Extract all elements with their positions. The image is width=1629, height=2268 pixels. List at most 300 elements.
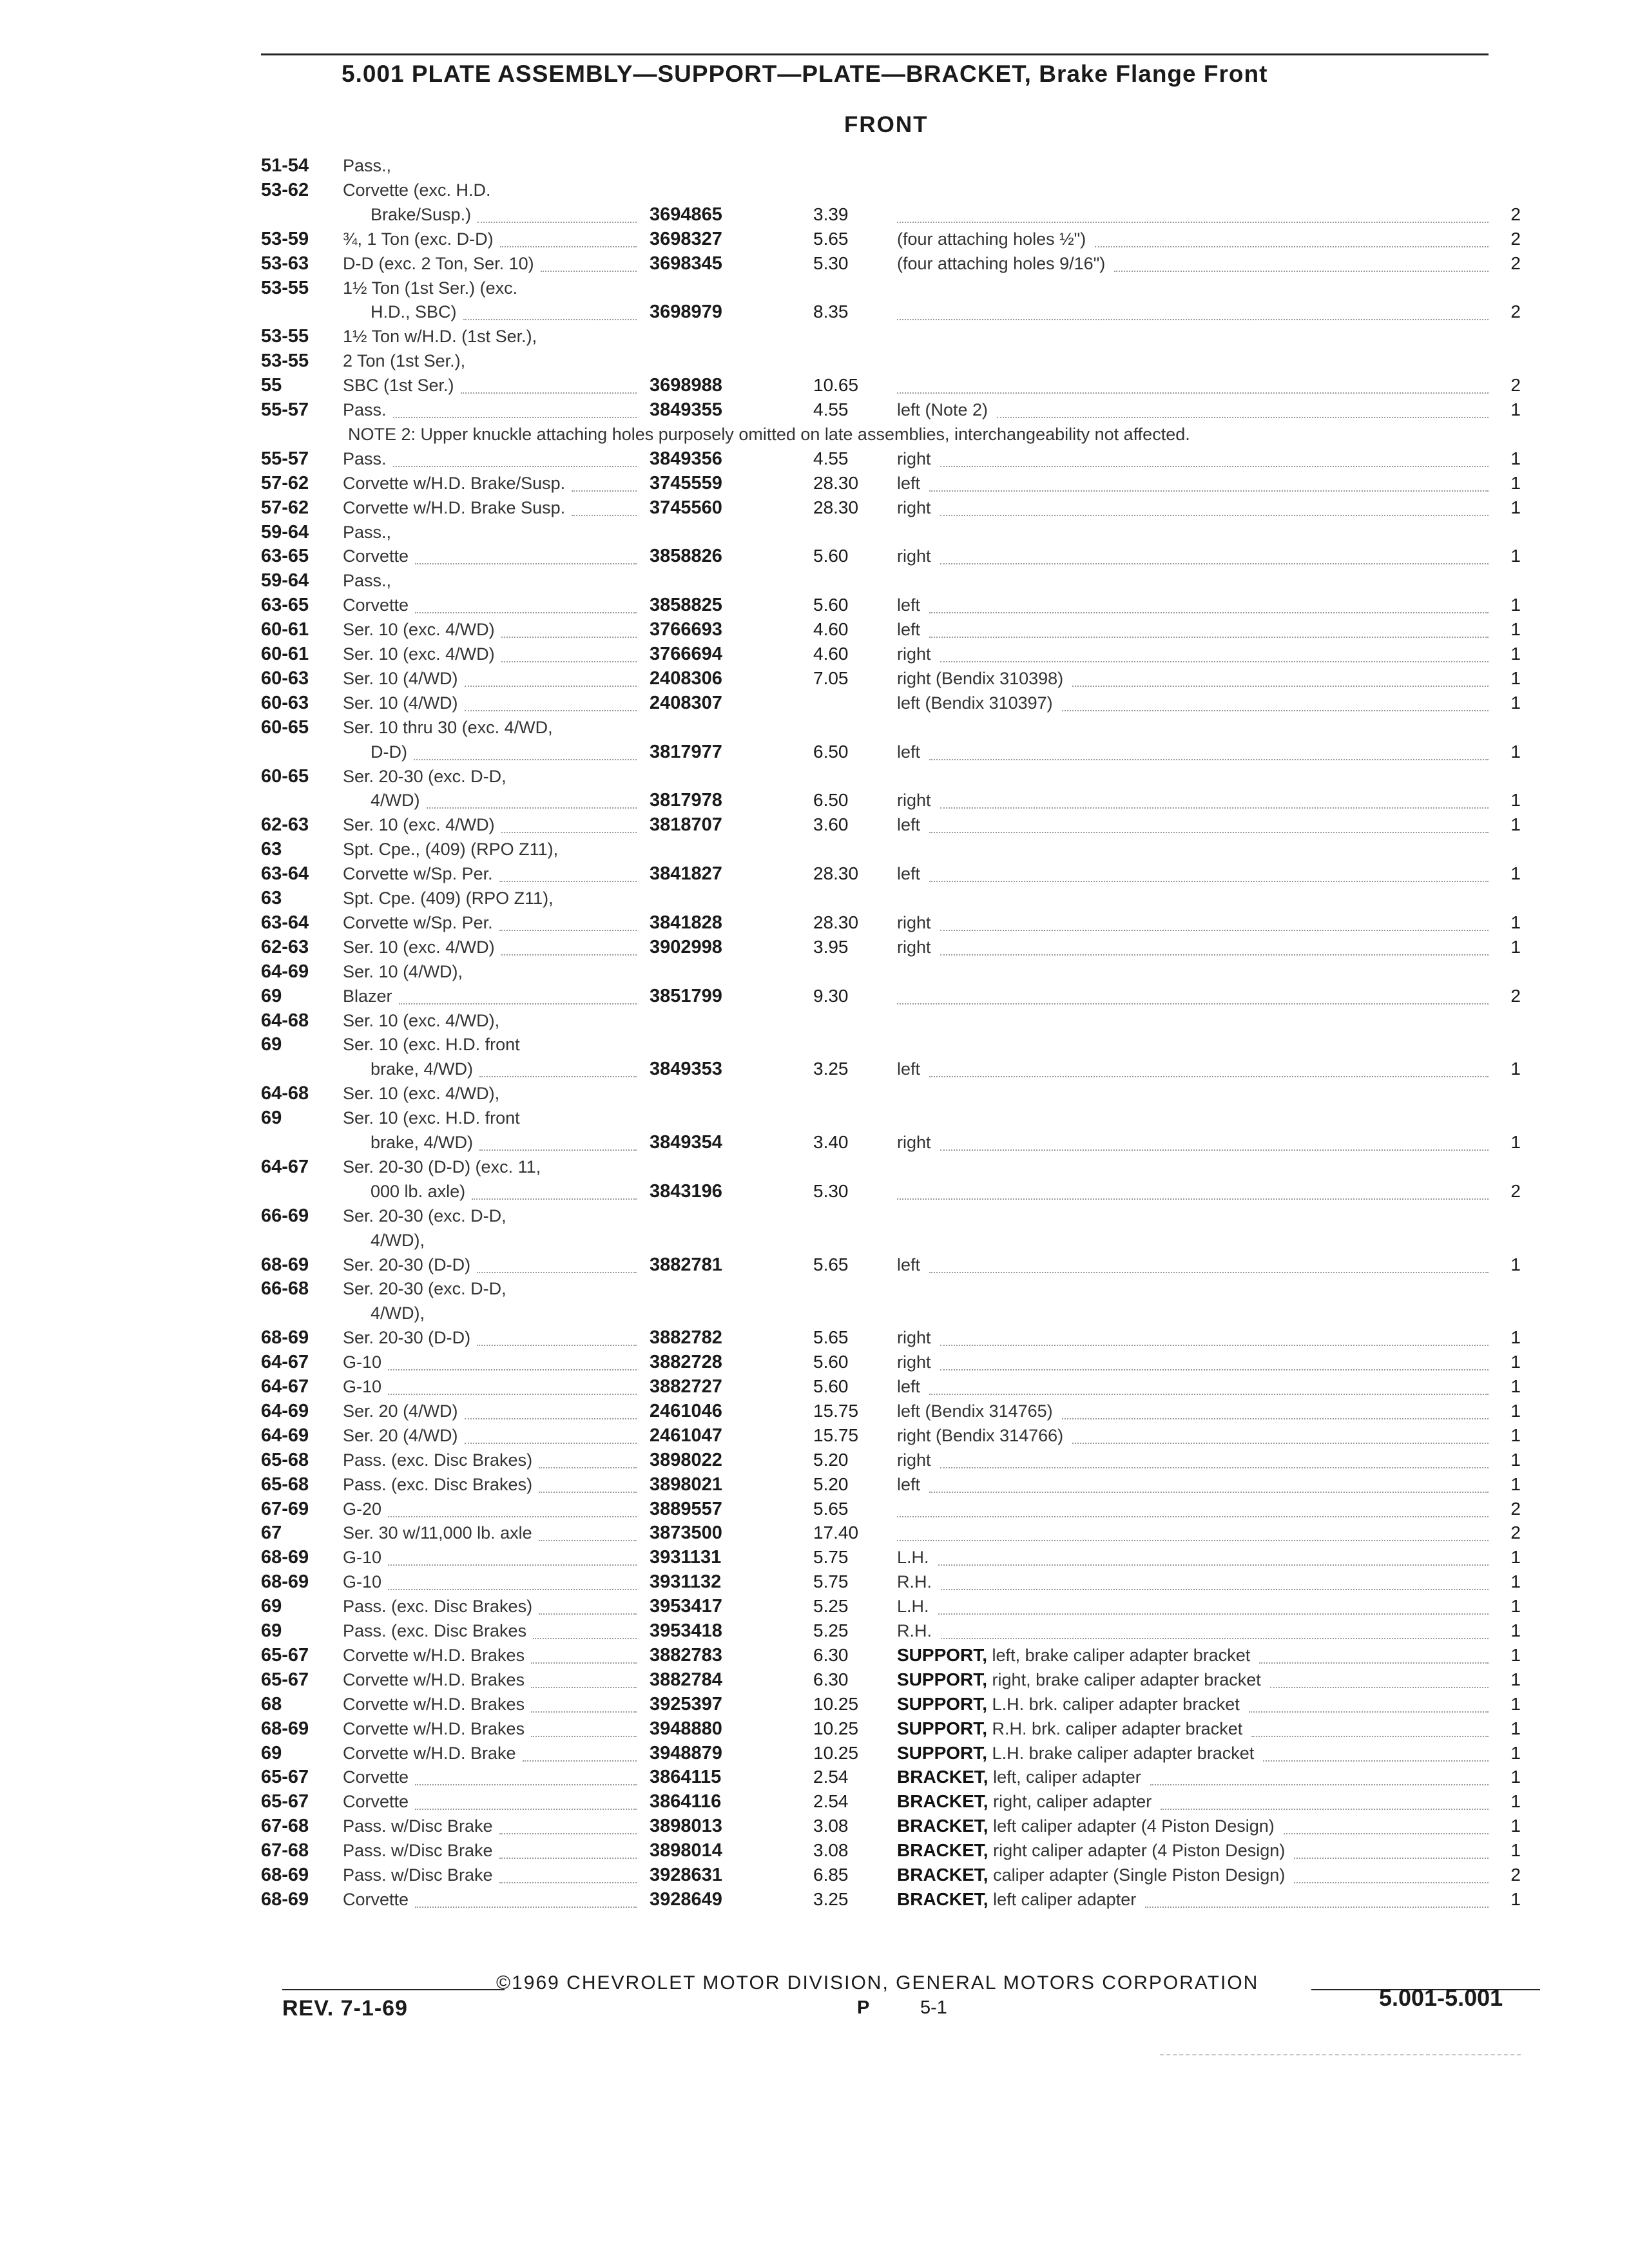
year-range: 63 bbox=[261, 839, 282, 860]
application-description: Ser. 10 (4/WD) bbox=[343, 693, 458, 713]
leader-dots bbox=[997, 416, 1489, 418]
leader-dots bbox=[415, 1905, 637, 1908]
leader-dots bbox=[929, 758, 1489, 760]
application-description: Ser. 20-30 (exc. D-D, bbox=[343, 767, 506, 786]
quantity: 1 bbox=[1510, 912, 1521, 932]
leader-dots bbox=[941, 1588, 1489, 1590]
list-price: 4.60 bbox=[813, 619, 849, 639]
list-price: 5.25 bbox=[813, 1596, 849, 1616]
part-remark bbox=[897, 1425, 1063, 1446]
quantity: 1 bbox=[1510, 742, 1521, 762]
application-description: ¾, 1 Ton (exc. D-D) bbox=[343, 229, 494, 249]
year-range: 62-63 bbox=[261, 937, 309, 957]
part-remark bbox=[897, 1815, 1275, 1837]
year-range: 67-68 bbox=[261, 1816, 309, 1836]
part-remark bbox=[897, 1571, 932, 1593]
quantity: 2 bbox=[1510, 375, 1521, 395]
leader-dots bbox=[499, 928, 637, 931]
year-range: 68-69 bbox=[261, 1571, 309, 1592]
leader-dots bbox=[938, 1612, 1489, 1615]
leader-dots bbox=[940, 953, 1489, 956]
quantity: 1 bbox=[1510, 1474, 1521, 1494]
list-price: 3.25 bbox=[813, 1059, 849, 1079]
part-remark-text: right bbox=[897, 546, 931, 566]
part-remark bbox=[897, 643, 931, 665]
quantity: 1 bbox=[1510, 937, 1521, 957]
part-remark-text: right bbox=[897, 913, 931, 932]
part-remark-text: L.H. bbox=[897, 1548, 929, 1567]
quantity: 1 bbox=[1510, 1694, 1521, 1714]
leader-dots bbox=[1270, 1686, 1489, 1688]
part-remark bbox=[897, 228, 1086, 250]
leader-dots bbox=[929, 489, 1489, 492]
leader-dots bbox=[523, 1759, 637, 1762]
leader-dots bbox=[531, 1686, 637, 1688]
list-price: 17.40 bbox=[813, 1523, 859, 1542]
list-price: 5.65 bbox=[813, 229, 849, 249]
application-description: Corvette w/Sp. Per. bbox=[343, 864, 493, 883]
part-number: 3898013 bbox=[650, 1816, 722, 1836]
list-price: 28.30 bbox=[813, 863, 859, 883]
list-price: 3.08 bbox=[813, 1840, 849, 1860]
leader-dots bbox=[1114, 269, 1489, 272]
application-description: Ser. 20 (4/WD) bbox=[343, 1426, 458, 1445]
year-range: 68 bbox=[261, 1694, 282, 1715]
part-remark bbox=[897, 863, 920, 885]
part-number: 3858825 bbox=[650, 595, 722, 615]
quantity: 1 bbox=[1510, 1547, 1521, 1567]
leader-dots bbox=[539, 1612, 637, 1615]
application-description: Pass. (exc. Disc Brakes) bbox=[343, 1450, 533, 1470]
leader-dots bbox=[1251, 1735, 1489, 1737]
part-number: 3948880 bbox=[650, 1718, 722, 1739]
part-number: 3889557 bbox=[650, 1499, 722, 1519]
application-description-cont: H.D., SBC) bbox=[371, 302, 457, 322]
list-price: 5.60 bbox=[813, 1376, 849, 1396]
part-number: 3898022 bbox=[650, 1450, 722, 1470]
quantity: 1 bbox=[1510, 497, 1521, 517]
part-remark bbox=[897, 789, 931, 811]
application-description: D-D (exc. 2 Ton, Ser. 10) bbox=[343, 254, 534, 273]
list-price: 8.35 bbox=[813, 302, 849, 322]
application-description: Ser. 20-30 (D-D) bbox=[343, 1328, 471, 1347]
part-remark-text: right bbox=[897, 644, 931, 664]
quantity: 1 bbox=[1510, 448, 1521, 468]
part-keyword: SUPPORT, bbox=[897, 1669, 988, 1689]
application-description-cont: D-D) bbox=[371, 742, 407, 762]
year-range: 67-69 bbox=[261, 1499, 309, 1519]
part-number: 3766693 bbox=[650, 619, 722, 640]
application-description: Pass. w/Disc Brake bbox=[343, 1865, 493, 1885]
part-remark bbox=[897, 936, 931, 958]
application-description: Spt. Cpe., (409) (RPO Z11), bbox=[343, 840, 559, 859]
application-description: Ser. 10 (exc. 4/WD), bbox=[343, 1084, 500, 1103]
list-price: 5.25 bbox=[813, 1620, 849, 1640]
list-price: 3.60 bbox=[813, 814, 849, 834]
leader-dots bbox=[393, 416, 637, 418]
part-remark-text: right bbox=[897, 1352, 931, 1372]
application-description: Corvette bbox=[343, 546, 409, 566]
leader-dots bbox=[897, 1197, 1489, 1200]
leader-dots bbox=[388, 1392, 637, 1395]
part-remark bbox=[897, 448, 931, 470]
list-price: 4.55 bbox=[813, 448, 849, 468]
application-description: 1½ Ton w/H.D. (1st Ser.), bbox=[343, 327, 537, 346]
part-remark-text: left bbox=[897, 815, 921, 834]
leader-dots bbox=[414, 758, 637, 760]
year-range: 64-67 bbox=[261, 1352, 309, 1372]
part-remark bbox=[897, 741, 920, 763]
application-description: Ser. 10 (4/WD), bbox=[343, 962, 463, 981]
leader-dots bbox=[1095, 245, 1489, 247]
part-keyword: SUPPORT, bbox=[897, 1743, 988, 1763]
leader-dots bbox=[929, 1075, 1489, 1077]
quantity: 1 bbox=[1510, 1401, 1521, 1421]
leader-dots bbox=[897, 1515, 1489, 1517]
year-range: 69 bbox=[261, 1108, 282, 1128]
year-range: 53-55 bbox=[261, 326, 309, 347]
leader-dots bbox=[897, 1002, 1489, 1004]
year-range: 64-68 bbox=[261, 1083, 309, 1104]
part-remark bbox=[897, 1766, 1141, 1788]
part-remark bbox=[897, 1644, 1250, 1666]
part-remark-text: R.H. bbox=[897, 1621, 932, 1640]
quantity: 1 bbox=[1510, 863, 1521, 883]
quantity: 2 bbox=[1510, 229, 1521, 249]
leader-dots bbox=[940, 1368, 1489, 1370]
part-number: 3882781 bbox=[650, 1254, 722, 1275]
application-description: G-10 bbox=[343, 1352, 382, 1372]
application-description-cont: 4/WD), bbox=[371, 1231, 425, 1250]
list-price: 15.75 bbox=[813, 1401, 859, 1421]
quantity: 1 bbox=[1510, 546, 1521, 566]
part-remark bbox=[897, 668, 1063, 689]
quantity: 2 bbox=[1510, 986, 1521, 1006]
quantity: 1 bbox=[1510, 1620, 1521, 1640]
part-remark bbox=[897, 1474, 920, 1495]
year-range: 68-69 bbox=[261, 1865, 309, 1885]
leader-dots bbox=[533, 1637, 637, 1639]
part-number: 3849356 bbox=[650, 448, 722, 469]
quantity: 2 bbox=[1510, 1523, 1521, 1542]
part-number: 3864116 bbox=[650, 1791, 722, 1812]
year-range: 64-69 bbox=[261, 961, 309, 982]
leader-dots bbox=[465, 1417, 637, 1419]
part-keyword: SUPPORT, bbox=[897, 1694, 988, 1714]
list-price: 3.25 bbox=[813, 1889, 849, 1909]
application-description: Corvette w/Sp. Per. bbox=[343, 913, 493, 932]
part-remark bbox=[897, 1669, 1261, 1691]
quantity: 1 bbox=[1510, 1669, 1521, 1689]
leader-dots bbox=[940, 1148, 1489, 1151]
leader-dots bbox=[940, 1343, 1489, 1346]
quantity: 1 bbox=[1510, 1327, 1521, 1347]
part-remark bbox=[897, 472, 920, 494]
year-range: 65-67 bbox=[261, 1669, 309, 1690]
part-number: 2461046 bbox=[650, 1401, 722, 1421]
part-remark-text: left bbox=[897, 1059, 921, 1079]
leader-dots bbox=[501, 660, 637, 662]
part-number: 3948879 bbox=[650, 1743, 722, 1763]
list-price: 15.75 bbox=[813, 1425, 859, 1445]
quantity: 1 bbox=[1510, 668, 1521, 688]
application-description-cont: 000 lb. axle) bbox=[371, 1182, 466, 1201]
part-remark-text: L.H. brake caliper adapter bracket bbox=[992, 1744, 1255, 1763]
leader-dots bbox=[465, 709, 637, 711]
quantity: 1 bbox=[1510, 1450, 1521, 1470]
year-range: 64-67 bbox=[261, 1157, 309, 1177]
list-price: 6.50 bbox=[813, 790, 849, 810]
leader-dots bbox=[463, 318, 637, 320]
list-price: 10.65 bbox=[813, 375, 859, 395]
year-range: 53-55 bbox=[261, 278, 309, 298]
year-range: 60-63 bbox=[261, 693, 309, 713]
quantity: 2 bbox=[1510, 1865, 1521, 1885]
year-range: 60-61 bbox=[261, 619, 309, 640]
list-price: 5.65 bbox=[813, 1327, 849, 1347]
leader-dots bbox=[929, 1271, 1489, 1273]
list-price: 5.20 bbox=[813, 1450, 849, 1470]
year-range: 68-69 bbox=[261, 1327, 309, 1348]
leader-dots bbox=[897, 1539, 1489, 1541]
leader-dots bbox=[1145, 1905, 1489, 1908]
leader-dots bbox=[929, 1490, 1489, 1493]
part-remark bbox=[897, 912, 931, 934]
part-remark-text: left bbox=[897, 474, 921, 493]
application-description: Pass., bbox=[343, 156, 392, 175]
quantity: 2 bbox=[1510, 1499, 1521, 1519]
list-price: 5.75 bbox=[813, 1547, 849, 1567]
leader-dots bbox=[941, 1637, 1489, 1639]
part-remark bbox=[897, 1742, 1254, 1764]
part-number: 3953418 bbox=[650, 1620, 722, 1641]
part-number: 3698988 bbox=[650, 375, 722, 396]
list-price: 7.05 bbox=[813, 668, 849, 688]
year-range: 65-67 bbox=[261, 1791, 309, 1812]
footer-rule-left bbox=[282, 1989, 505, 1990]
part-keyword: BRACKET, bbox=[897, 1840, 988, 1860]
list-price: 10.25 bbox=[813, 1694, 859, 1714]
leader-dots bbox=[1259, 1661, 1489, 1664]
application-description: Ser. 20-30 (D-D) (exc. 11, bbox=[343, 1157, 541, 1177]
year-range: 60-61 bbox=[261, 644, 309, 664]
year-range: 63-64 bbox=[261, 863, 309, 884]
part-remark bbox=[897, 814, 920, 836]
application-description-cont: brake, 4/WD) bbox=[371, 1133, 474, 1152]
list-price: 9.30 bbox=[813, 986, 849, 1006]
list-price: 4.60 bbox=[813, 644, 849, 664]
part-remark bbox=[897, 1620, 932, 1642]
part-remark-text: right bbox=[897, 1133, 931, 1152]
leader-dots bbox=[479, 1148, 637, 1151]
year-range: 53-55 bbox=[261, 351, 309, 371]
part-remark-text: right, brake caliper adapter bracket bbox=[992, 1670, 1261, 1689]
part-number: 3882783 bbox=[650, 1645, 722, 1666]
application-description: Ser. 20-30 (exc. D-D, bbox=[343, 1206, 506, 1225]
application-description: Corvette (exc. H.D. bbox=[343, 180, 491, 200]
part-remark bbox=[897, 619, 920, 640]
application-description: G-20 bbox=[343, 1499, 382, 1519]
leader-dots bbox=[477, 1271, 637, 1273]
list-price: 5.75 bbox=[813, 1571, 849, 1591]
year-range: 66-68 bbox=[261, 1278, 309, 1299]
part-remark bbox=[897, 1864, 1285, 1886]
leader-dots bbox=[531, 1661, 637, 1664]
part-remark-text: left bbox=[897, 1255, 921, 1274]
application-description: Pass., bbox=[343, 523, 392, 542]
year-range: 64-69 bbox=[261, 1425, 309, 1446]
part-remark-text: L.H. brk. caliper adapter bracket bbox=[992, 1695, 1240, 1714]
part-remark bbox=[897, 692, 1053, 714]
part-remark-text: left bbox=[897, 1475, 921, 1494]
part-remark-text: (four attaching holes ½") bbox=[897, 229, 1086, 249]
part-remark-text: (four attaching holes 9/16") bbox=[897, 254, 1106, 273]
part-remark-text: left (Bendix 310397) bbox=[897, 693, 1053, 713]
application-description: 2 Ton (1st Ser.), bbox=[343, 351, 466, 370]
part-remark bbox=[897, 1058, 920, 1080]
application-description: Ser. 10 thru 30 (exc. 4/WD, bbox=[343, 718, 553, 737]
application-description: Ser. 20 (4/WD) bbox=[343, 1401, 458, 1421]
part-keyword: BRACKET, bbox=[897, 1791, 988, 1811]
part-number: 3745559 bbox=[650, 473, 722, 494]
leader-dots bbox=[499, 1881, 637, 1883]
part-number: 3849353 bbox=[650, 1059, 722, 1079]
part-remark-text: right bbox=[897, 1328, 931, 1347]
leader-dots bbox=[531, 1735, 637, 1737]
list-price: 28.30 bbox=[813, 473, 859, 493]
part-number: 2461047 bbox=[650, 1425, 722, 1446]
year-range: 65-67 bbox=[261, 1767, 309, 1787]
leader-dots bbox=[393, 465, 637, 467]
application-description: G-10 bbox=[343, 1377, 382, 1396]
leader-dots bbox=[1072, 684, 1489, 687]
part-keyword: BRACKET, bbox=[897, 1767, 988, 1787]
list-price: 5.60 bbox=[813, 595, 849, 615]
leader-dots bbox=[938, 1563, 1489, 1566]
application-description: Ser. 10 (exc. 4/WD) bbox=[343, 644, 495, 664]
leader-dots bbox=[929, 879, 1489, 882]
application-description: Ser. 10 (exc. 4/WD) bbox=[343, 815, 495, 834]
application-description: Ser. 10 (4/WD) bbox=[343, 669, 458, 688]
application-description: Ser. 10 (exc. H.D. front bbox=[343, 1108, 520, 1128]
list-price: 6.85 bbox=[813, 1865, 849, 1885]
list-price: 4.55 bbox=[813, 399, 849, 419]
list-price: 3.40 bbox=[813, 1132, 849, 1152]
application-description: Ser. 10 (exc. H.D. front bbox=[343, 1035, 520, 1054]
leader-dots bbox=[465, 1441, 637, 1444]
leader-dots bbox=[929, 1392, 1489, 1395]
year-range: 67-68 bbox=[261, 1840, 309, 1861]
year-range: 69 bbox=[261, 1620, 282, 1641]
leader-dots bbox=[477, 220, 637, 223]
year-range: 68-69 bbox=[261, 1718, 309, 1739]
part-remark-text: left bbox=[897, 595, 921, 615]
part-remark-text: right bbox=[897, 498, 931, 517]
page-title: 5.001 PLATE ASSEMBLY—SUPPORT—PLATE—BRACKET, Brake Flange Front bbox=[342, 61, 1268, 87]
part-remark bbox=[897, 1595, 929, 1617]
application-description: G-10 bbox=[343, 1548, 382, 1567]
leader-dots bbox=[1294, 1881, 1489, 1883]
part-remark-text: left (Note 2) bbox=[897, 400, 988, 419]
application-description: Ser. 20-30 (exc. D-D, bbox=[343, 1279, 506, 1298]
part-remark bbox=[897, 497, 931, 519]
part-remark-text: left, brake caliper adapter bracket bbox=[992, 1646, 1251, 1665]
leader-dots bbox=[539, 1539, 637, 1541]
note-text: NOTE 2: Upper knuckle attaching holes purposely omitted on late assemblies, interchangeability not affected. bbox=[348, 425, 1190, 444]
list-price: 28.30 bbox=[813, 912, 859, 932]
list-price: 3.95 bbox=[813, 937, 849, 957]
leader-dots bbox=[427, 806, 637, 809]
leader-dots bbox=[541, 269, 637, 272]
year-range: 53-63 bbox=[261, 253, 309, 274]
quantity: 1 bbox=[1510, 619, 1521, 639]
part-number: 3766694 bbox=[650, 644, 722, 664]
quantity: 1 bbox=[1510, 399, 1521, 419]
application-description: Pass., bbox=[343, 571, 392, 590]
list-price: 5.65 bbox=[813, 1499, 849, 1519]
leader-dots bbox=[929, 635, 1489, 638]
part-remark-text: left, caliper adapter bbox=[993, 1767, 1141, 1787]
year-range: 57-62 bbox=[261, 497, 309, 518]
quantity: 1 bbox=[1510, 1254, 1521, 1274]
part-number: 3928631 bbox=[650, 1865, 722, 1885]
part-number: 3849354 bbox=[650, 1132, 722, 1153]
leader-dots bbox=[499, 1832, 637, 1834]
quantity: 1 bbox=[1510, 1840, 1521, 1860]
part-keyword: BRACKET, bbox=[897, 1816, 988, 1836]
leader-dots bbox=[388, 1368, 637, 1370]
quantity: 1 bbox=[1510, 1596, 1521, 1616]
quantity: 1 bbox=[1510, 693, 1521, 713]
part-number: 3925397 bbox=[650, 1694, 722, 1715]
part-remark bbox=[897, 1351, 931, 1373]
part-remark bbox=[897, 1131, 931, 1153]
part-remark-text: left caliper adapter bbox=[993, 1890, 1137, 1909]
leader-dots bbox=[940, 562, 1489, 564]
application-description-cont: brake, 4/WD) bbox=[371, 1059, 474, 1079]
year-range: 65-68 bbox=[261, 1474, 309, 1495]
part-remark bbox=[897, 1791, 1152, 1812]
year-range: 65-67 bbox=[261, 1645, 309, 1666]
application-description: Corvette bbox=[343, 595, 409, 615]
leader-dots bbox=[415, 1783, 637, 1785]
page-number: 5-1 bbox=[920, 1997, 947, 2018]
part-number: 3928649 bbox=[650, 1889, 722, 1910]
application-description: Pass. bbox=[343, 400, 387, 419]
leader-dots bbox=[897, 318, 1489, 320]
part-remark-text: left (Bendix 314765) bbox=[897, 1401, 1053, 1421]
list-price: 6.30 bbox=[813, 1645, 849, 1665]
part-number: 3931132 bbox=[650, 1571, 722, 1592]
year-range: 68-69 bbox=[261, 1254, 309, 1275]
leader-dots bbox=[415, 562, 637, 564]
leader-dots bbox=[499, 879, 637, 882]
part-number: 3694865 bbox=[650, 204, 722, 225]
leader-dots bbox=[499, 1856, 637, 1859]
part-remark-text: R.H. bbox=[897, 1572, 932, 1591]
quantity: 2 bbox=[1510, 204, 1521, 224]
application-description: Ser. 10 (exc. 4/WD), bbox=[343, 1011, 500, 1030]
quantity: 1 bbox=[1510, 1889, 1521, 1909]
part-remark bbox=[897, 1376, 920, 1398]
quantity: 1 bbox=[1510, 1743, 1521, 1763]
list-price: 6.50 bbox=[813, 742, 849, 762]
part-remark-text: caliper adapter (Single Piston Design) bbox=[993, 1865, 1286, 1885]
leader-dots bbox=[539, 1466, 637, 1468]
list-price: 3.39 bbox=[813, 204, 849, 224]
application-description: Corvette bbox=[343, 1767, 409, 1787]
leader-dots bbox=[500, 245, 637, 247]
